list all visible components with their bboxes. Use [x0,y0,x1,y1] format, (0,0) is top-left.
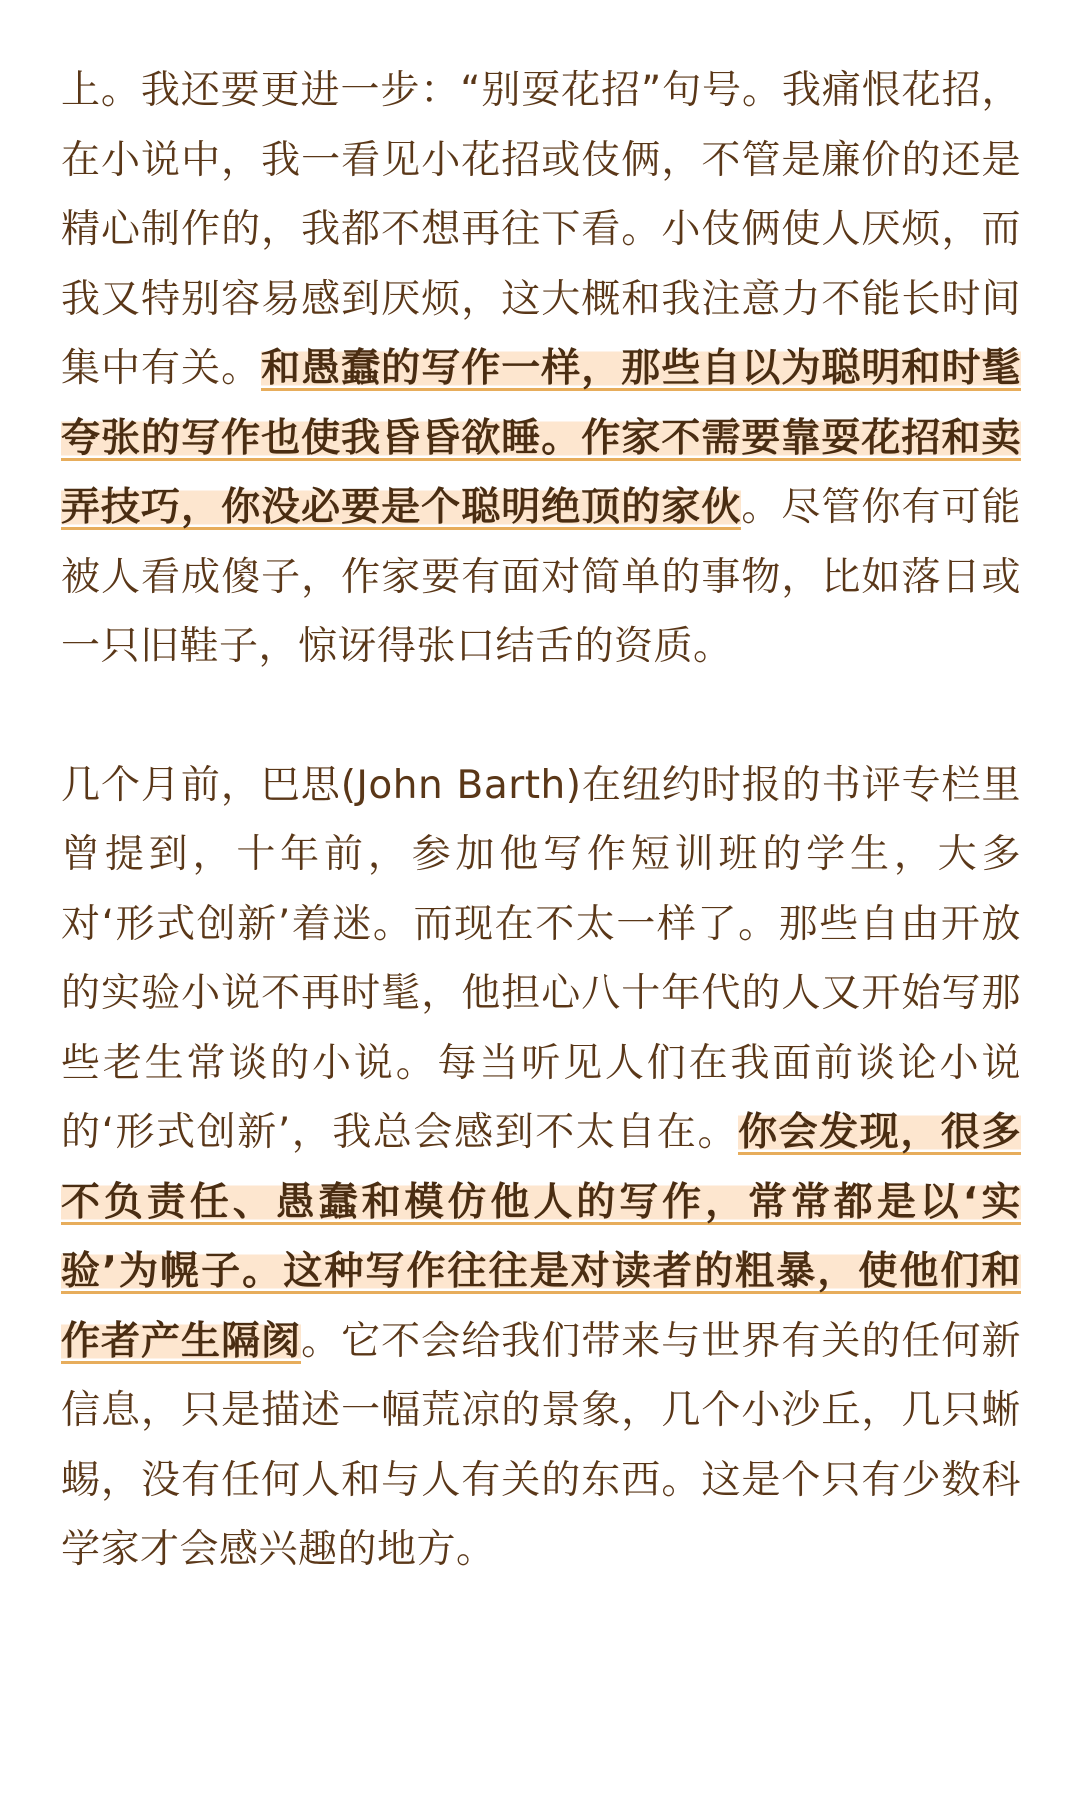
article-body [61,56,1021,1585]
paragraph-2-text: 几个月前，巴思(John Barth)在纽约时报的书评专栏里曾提到，十年前，参加他写作短训班的学生，大多对‘形式创新’着迷。而现在不太一样了。那些自由开放的实验小说不再时髦，他担心八十年代的人又开始写那些老生常谈的小说。每当听见人们在我面前谈论小说的‘形式创新’，我总会感到不太自在。 [61,762,1021,1155]
highlighted-passage-1[interactable]: 和愚蠢的写作一样，那些自以为聪明和时髦夸张的写作也使我昏昏欲睡。作家不需要靠耍花招和卖弄技巧，你没必要是个聪明绝顶的家伙 [61,346,1021,530]
highlighted-passage-2[interactable]: 你会发现，很多不负责任、愚蠢和模仿他人的写作，常常都是以‘实验’为幌子。这种写作往往是对读者的粗暴，使他们和作者产生隔阂 [61,1110,1021,1364]
paragraph-1 [61,56,1021,682]
paragraph-2 [61,751,1021,1585]
paragraph-1-text-end: 。尽管你有可能被人看成傻子，作家要有面对简单的事物，比如落日或一只旧鞋子，惊讶得张口结舌的资质。 [61,485,1021,669]
paragraph-2-text-end: 。它不会给我们带来与世界有关的任何新信息，只是描述一幅荒凉的景象，几个小沙丘，几只蜥蜴，没有任何人和与人有关的东西。这是个只有少数科学家才会感兴趣的地方。 [61,1318,1021,1572]
paragraph-1-text: 上。我还要更进一步：“别耍花招”句号。我痛恨花招，在小说中，我一看见小花招或伎俩，不管是廉价的还是精心制作的，我都不想再往下看。小伎俩使人厌烦，而我又特别容易感到厌烦，这大概和我注意力不能长时间集中有关。 [61,68,1021,391]
